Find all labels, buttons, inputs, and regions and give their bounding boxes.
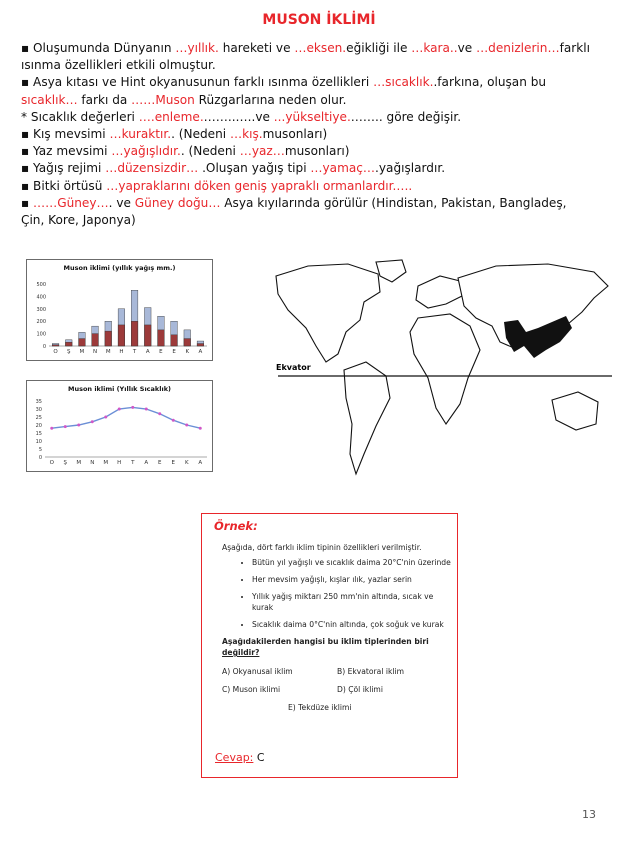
text-segment: ▪ Oluşumunda Dünyanın: [21, 41, 176, 55]
text-segment: ve: [457, 41, 477, 55]
x-tick-label: T: [132, 349, 137, 355]
answer-label: Cevap:: [215, 751, 254, 764]
text-segment: ısınma özellikleri etkili olmuştur.: [21, 58, 216, 73]
text-line: [21, 126, 621, 143]
text-line: [21, 160, 621, 177]
filled-blank: …yıllık.: [175, 41, 219, 55]
data-point: [145, 408, 148, 411]
y-tick-label: 400: [36, 294, 46, 301]
text-segment: hareketi ve: [218, 41, 295, 55]
x-tick-label: M: [105, 349, 111, 355]
x-tick-label: E: [158, 460, 162, 466]
filled-blank: …sıcaklık.: [373, 75, 434, 90]
y-tick-label: 500: [36, 282, 46, 288]
x-tick-label: E: [172, 349, 176, 355]
filled-blank: sıcaklık…: [21, 92, 78, 107]
filled-blank: …düzensizdir…: [105, 161, 199, 176]
x-tick-label: E: [171, 460, 175, 466]
data-point: [77, 424, 80, 427]
filled-blank: …yamaç…: [310, 161, 376, 176]
list-item: • Yıllık yağış miktarı 250 mm'nin altında, sıcak ve kurak: [252, 591, 452, 613]
filled-blank: …yağışlıdır.: [111, 144, 181, 159]
page-title: MUSON İKLİMİ: [262, 12, 376, 28]
series-line: [52, 407, 201, 428]
x-tick-label: A: [145, 349, 150, 355]
text-segment: .Oluşan yağış tipi: [198, 161, 311, 176]
text-segment: eğikliği ile: [346, 41, 412, 55]
data-point: [158, 412, 161, 415]
x-tick-label: H: [119, 349, 124, 355]
filled-blank: …kış.: [230, 127, 263, 142]
bar-inner: [131, 321, 138, 346]
temperature-chart-svg: [27, 381, 212, 471]
text-line: [21, 109, 621, 126]
y-tick-label: 35: [35, 399, 42, 405]
list-item: • Bütün yıl yağışlı ve sıcaklık daima 20°C'nin üzerinde: [252, 557, 452, 568]
text-segment: Çin, Kore, Japonya): [21, 213, 136, 228]
x-tick-label: E: [159, 349, 163, 355]
text-line: [21, 92, 621, 109]
filled-blank: …kara..: [411, 41, 458, 55]
list-item: • Her mevsim yağışlı, kışlar ılık, yazlar serin: [252, 574, 452, 585]
data-point: [199, 427, 202, 430]
filled-blank: …yaz…: [239, 144, 285, 159]
europe-shape: [416, 276, 464, 308]
example-intro: Aşağıda, dört farklı iklim tipinin özellikleri verilmiştir.: [222, 543, 422, 552]
bar-inner: [197, 344, 204, 346]
data-point: [104, 416, 107, 419]
y-tick-label: 0: [38, 455, 42, 461]
world-map: [268, 258, 616, 490]
text-segment: farkı da: [77, 92, 132, 107]
x-tick-label: A: [198, 349, 203, 355]
bar-inner: [118, 325, 125, 346]
page-number: 13: [582, 808, 596, 821]
list-item: • Sıcaklık daima 0°C'nin altında, çok soğuk ve kurak: [252, 619, 452, 630]
chart-title: Muson iklimi (Yıllık Sıcaklık): [68, 385, 171, 393]
x-tick-label: Ş: [63, 460, 67, 466]
text-segment: . (Nedeni: [171, 127, 230, 142]
precipitation-chart: [26, 259, 213, 361]
data-point: [172, 419, 175, 422]
text-segment: .yağışlardır.: [375, 161, 446, 176]
bar-inner: [92, 334, 99, 346]
chart-title: Muson iklimi (yıllık yağış mm.): [63, 264, 176, 272]
option-d: D) Çöl iklimi: [337, 685, 383, 694]
x-tick-label: A: [198, 460, 203, 466]
text-segment: * Sıcaklık değerleri: [21, 109, 139, 124]
x-tick-label: M: [103, 460, 109, 466]
text-segment: Asya kıyılarında görülür (Hindistan, Pakistan, Bangladeş,: [220, 195, 567, 210]
x-tick-label: N: [93, 349, 98, 355]
data-point: [118, 408, 121, 411]
x-tick-label: M: [79, 349, 85, 355]
question-line-2: değildir?: [222, 648, 260, 657]
x-tick-label: O: [49, 460, 54, 466]
filled-blank: Güney doğu…: [134, 195, 221, 210]
x-tick-label: N: [90, 460, 95, 466]
text-line: [21, 57, 621, 74]
text-segment: . ve: [108, 195, 135, 210]
text-segment: farklı: [559, 41, 590, 55]
body-text: [21, 40, 621, 229]
precipitation-chart-svg: [27, 260, 212, 360]
y-tick-label: 30: [35, 407, 42, 413]
text-segment: ▪: [21, 195, 34, 210]
x-tick-label: M: [76, 460, 82, 466]
text-segment: ▪ Yağış rejimi: [21, 161, 106, 176]
north-america-shape: [276, 264, 380, 362]
bar-inner: [171, 335, 178, 346]
y-tick-label: 300: [36, 306, 46, 313]
answer-row: [215, 751, 265, 764]
africa-shape: [410, 314, 480, 424]
australia-shape: [552, 392, 598, 430]
example-content: [222, 542, 452, 713]
bar-inner: [158, 330, 165, 346]
filled-blank: …eksen.: [294, 41, 347, 55]
text-segment: ▪ Kış mevsimi: [21, 127, 110, 142]
option-c: C) Muson iklimi: [222, 685, 281, 694]
greenland-shape: [376, 260, 406, 282]
text-line: [21, 178, 621, 195]
x-tick-label: H: [117, 460, 122, 466]
temperature-chart: [26, 380, 213, 472]
filled-blank: ……Muson: [131, 92, 195, 107]
x-tick-label: Ş: [67, 349, 71, 355]
data-point: [91, 420, 94, 423]
option-e: E) Tekdüze iklimi: [288, 703, 352, 712]
question-line-1: Aşağıdakilerden hangisi bu iklim tiplerinden biri: [222, 637, 429, 646]
text-segment: ▪ Bitki örtüsü: [21, 178, 107, 193]
text-line: [21, 195, 621, 212]
y-tick-label: 20: [35, 423, 42, 429]
example-box: [201, 513, 458, 778]
y-tick-label: 10: [35, 439, 42, 445]
text-segment: musonları): [284, 144, 350, 159]
y-tick-label: 25: [35, 415, 42, 421]
filled-blank: …yapraklarını döken geniş yapraklı ormanlardır.….: [106, 178, 413, 193]
y-tick-label: 15: [35, 431, 42, 437]
filled-blank: ……Güney…: [33, 195, 109, 210]
text-segment: Rüzgarlarına neden olur.: [194, 92, 347, 107]
x-tick-label: T: [131, 460, 135, 466]
option-a: A) Okyanusal iklim: [222, 667, 293, 676]
bar-inner: [105, 331, 112, 346]
text-segment: . (Nedeni: [180, 144, 240, 159]
data-point: [185, 424, 188, 427]
x-tick-label: K: [185, 349, 190, 355]
bar-inner: [144, 325, 151, 346]
text-segment: ▪ Asya kıtası ve Hint okyanusunun farklı ısınma özellikleri: [21, 75, 374, 90]
equator-label: Ekvator: [276, 363, 311, 372]
data-point: [131, 406, 134, 409]
bar-inner: [79, 339, 86, 346]
x-tick-label: O: [53, 349, 58, 355]
data-point: [64, 425, 67, 428]
answer-value: C: [256, 751, 265, 764]
text-line: [21, 74, 621, 91]
text-segment: ▪ Yaz mevsimi: [21, 144, 112, 159]
text-line: [21, 143, 621, 160]
text-segment: …….. göre değişir.: [350, 109, 462, 124]
y-tick-label: 5: [38, 447, 42, 453]
filled-blank: ...yükseltiye.: [273, 109, 351, 124]
text-segment: .farkına, oluşan bu: [433, 75, 547, 90]
option-b: B) Ekvatoral iklim: [337, 667, 404, 676]
example-heading: Örnek:: [214, 519, 258, 533]
text-line: [21, 40, 621, 57]
data-point: [50, 427, 53, 430]
bar-inner: [65, 342, 72, 346]
south-america-shape: [344, 362, 390, 474]
text-segment: ……..…..ve: [203, 109, 274, 124]
x-tick-label: A: [144, 460, 149, 466]
text-segment: musonları): [262, 127, 328, 142]
x-tick-label: K: [184, 460, 189, 466]
example-question: [222, 636, 452, 658]
text-line: [21, 212, 621, 229]
y-tick-label: 100: [36, 331, 46, 338]
y-tick-label: 200: [36, 319, 46, 326]
filled-blank: ….enleme.: [138, 109, 204, 124]
filled-blank: …kuraktır.: [109, 127, 172, 142]
bar-inner: [184, 339, 191, 346]
example-bullets: [222, 557, 452, 630]
filled-blank: …denizlerin…: [476, 41, 560, 55]
y-tick-label: 0: [42, 344, 46, 350]
answer-options: [222, 666, 452, 695]
bar-inner: [52, 345, 59, 346]
